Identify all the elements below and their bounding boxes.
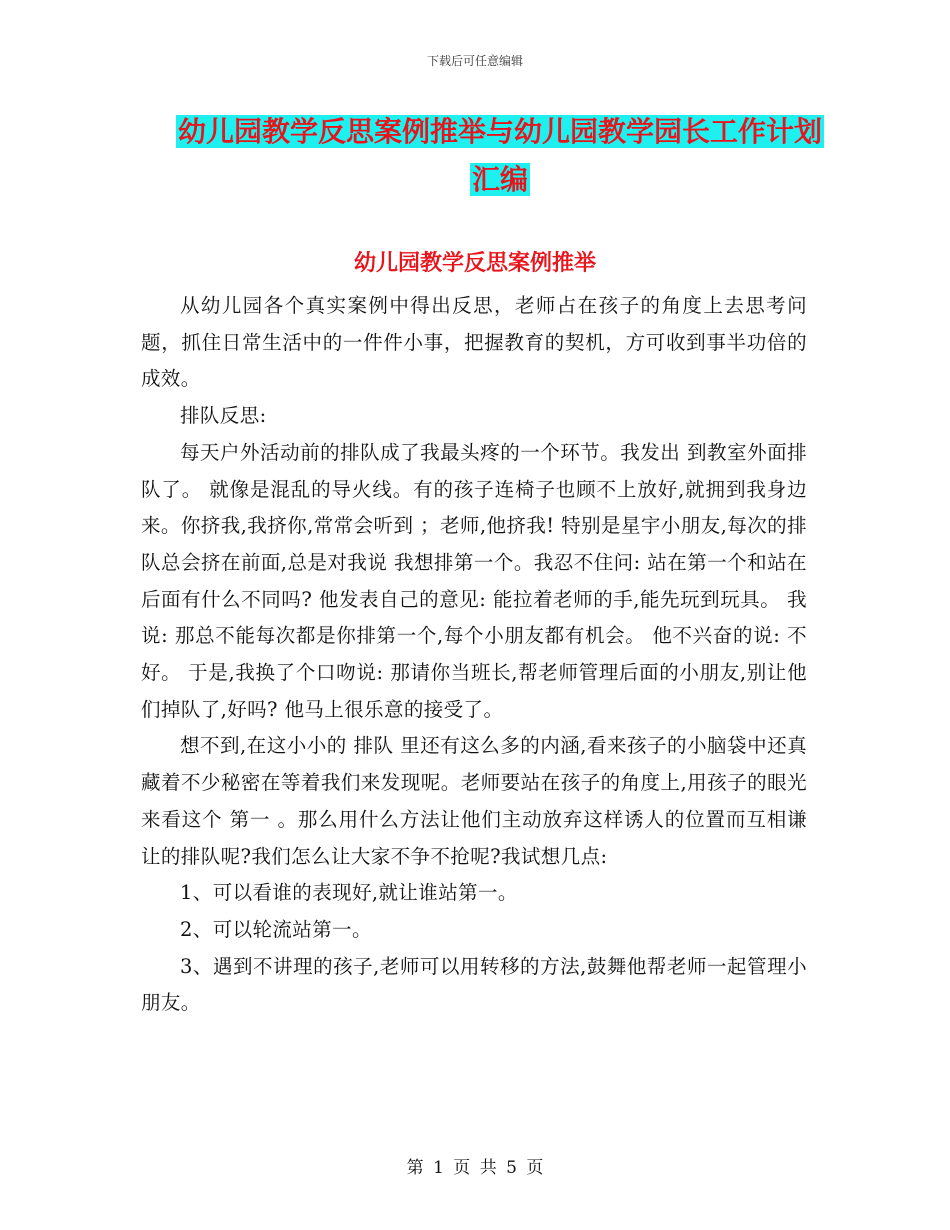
paragraph-point-2: 2、可以轮流站第一。 — [180, 917, 372, 941]
paragraph-intro: 从幼儿园各个真实案例中得出反思，老师占在孩子的角度上去思考问题，抓住日常生活中的一件件小事，把握教育的契机，方可收到事半功倍的成效。 — [141, 294, 807, 391]
paragraph-point-3: 3、遇到不讲理的孩子,老师可以用转移的方法,鼓舞他帮老师一起管理小朋友。 — [141, 954, 807, 1015]
paragraph-story: 每天户外活动前的排队成了我最头疼的一个环节。我发出 到教室外面排队了。 就像是混乱的导火线。有的孩子连椅子也顾不上放好,就拥到我身边来。你挤我,我挤你,常常会听到 ；老师,他挤我! 特别是星宇小朋友,每次的排队总会挤在前面,总是对我说 我想排第一个。我忍不住问: 站在第一个和站在后面有什么不同吗? 他发表自己的意见: 能拉着老师的手,能先玩到玩具。 我说: 那总不能每次都是你排第一个,每个小朋友都有机会。 他不兴奋的说: 不好。 于是,我换了个口吻说: 那请你当班长,帮老师管理后面的小朋友,别让他们掉队了,好吗? 他马上很乐意的接受了。 — [141, 440, 807, 721]
document-body — [141, 288, 807, 1022]
document-title-line-1: 幼儿园教学反思案例推举与幼儿园教学园长工作计划 — [177, 115, 822, 148]
document-title-line-2: 汇编 — [471, 163, 528, 196]
paragraph-point-1: 1、可以看谁的表现好,就让谁站第一。 — [180, 881, 518, 905]
document-title — [140, 108, 860, 204]
paragraph-heading-queue: 排队反思: — [180, 404, 267, 428]
page-header-note: 下载后可任意编辑 — [426, 54, 523, 68]
page-number-footer: 第 1 页 共 5 页 — [406, 1158, 544, 1178]
paragraph-reflection: 想不到,在这小小的 排队 里还有这么多的内涵,看来孩子的小脑袋中还真藏着不少秘密在等着我们来发现呢。老师要站在孩子的角度上,用孩子的眼光来看这个 第一 。那么用什么方法让他们主动放弃这样诱人的位置而互相谦让的排队呢?我们怎么让大家不争不抢呢?我试想几点: — [141, 734, 807, 868]
section-title: 幼儿园教学反思案例推举 — [353, 250, 596, 276]
